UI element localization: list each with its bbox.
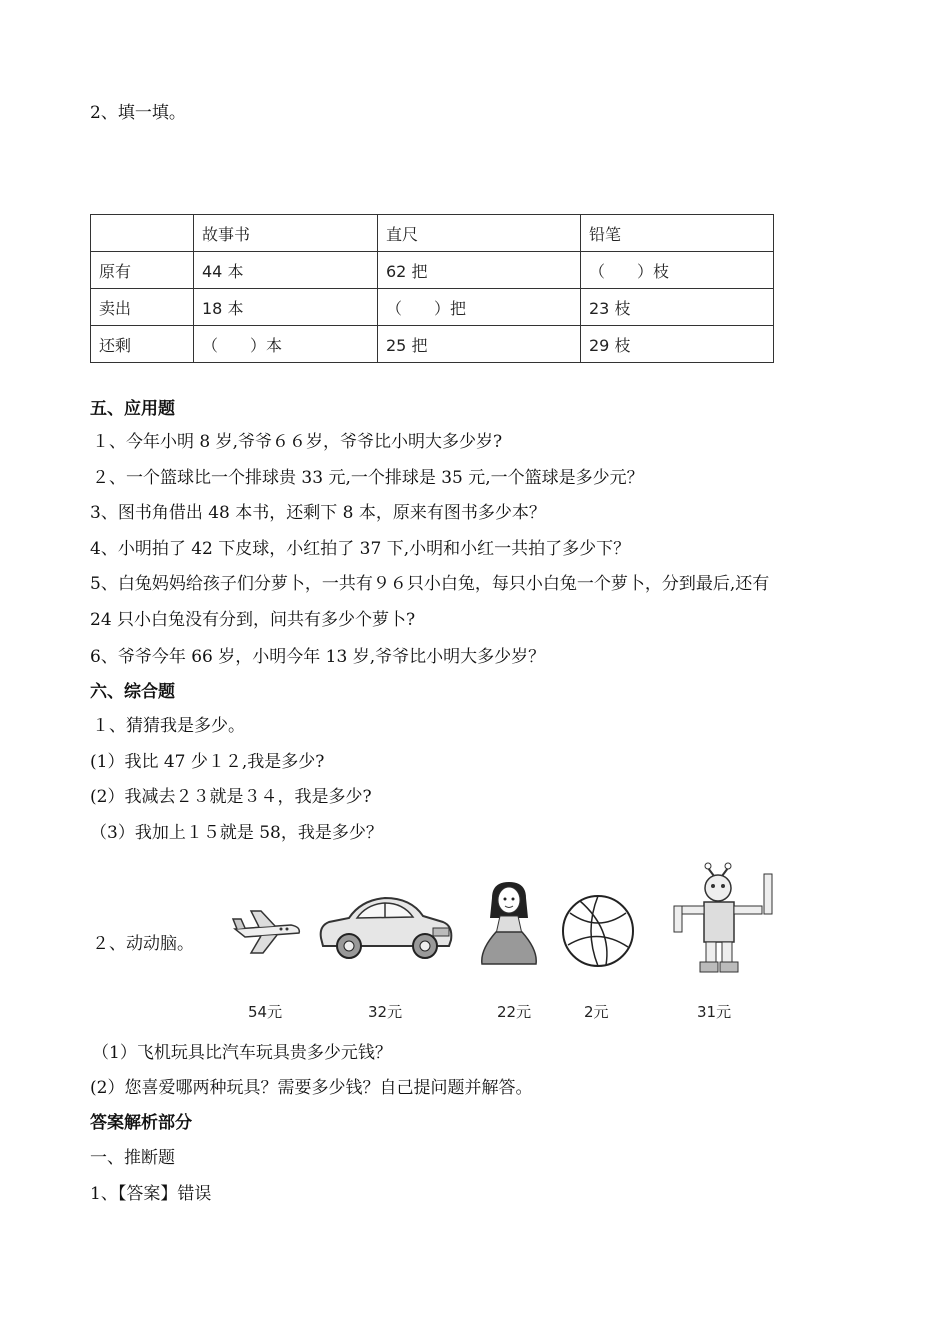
question-item: 3、图书角借出 48 本书，还剩下 8 本，原来有图书多少本？ [90,503,546,523]
table-cell: （ ）本 [194,326,378,363]
question-item: (2）您喜爱哪两种玩具？需要多少钱？自己提问题并解答。 [90,1078,533,1098]
table-cell: 62 把 [378,252,581,289]
doll-price: 22元 [497,1003,532,1021]
question-item: (1）我比 47 少１２,我是多少? [90,752,325,772]
table-cell: 25 把 [378,326,581,363]
question-item: １、猜猜我是多少。 [92,716,245,736]
table-cell: 故事书 [194,215,378,252]
table-row [91,326,774,363]
table-cell: 29 枝 [581,326,774,363]
plane-toy-image [231,905,303,957]
table-cell: 还剩 [91,326,194,363]
question-item: （1）飞机玩具比汽车玩具贵多少元钱？ [92,1043,392,1063]
table-cell: （ ）把 [378,289,581,326]
answers-heading: 答案解析部分 [90,1113,192,1133]
table-cell: 原有 [91,252,194,289]
table-row [91,252,774,289]
fill-in-heading: 2、填一填。 [90,103,186,123]
answer-item: 1、【答案】错误 [90,1184,212,1204]
answers-subheading: 一、推断题 [90,1148,175,1168]
table-cell: （ ）枝 [581,252,774,289]
table-cell: 44 本 [194,252,378,289]
table-cell: 18 本 [194,289,378,326]
question-item: 6、爷爷今年 66 岁，小明今年 13 岁,爷爷比小明大多少岁？ [90,647,546,667]
car-price: 32元 [368,1003,403,1021]
book-ruler-pencil-table [90,214,774,363]
section6-heading: 六、综合题 [90,682,175,702]
table-cell: 直尺 [378,215,581,252]
table-cell: 卖出 [91,289,194,326]
question-item: 5、白兔妈妈给孩子们分萝卜，一共有９６只小白兔，每只小白兔一个萝卜，分到最后,还有 [90,574,770,594]
table-header-row [91,215,774,252]
ball-price: 2元 [584,1003,609,1021]
plane-price: 54元 [248,1003,283,1021]
robot-price: 31元 [697,1003,732,1021]
question-item: (2）我减去２３就是３４，我是多少? [90,787,372,807]
question-item: １、今年小明 8 岁,爷爷６６岁，爷爷比小明大多少岁? [92,432,503,452]
table-cell: 23 枝 [581,289,774,326]
question-item: 4、小明拍了 42 下皮球，小红拍了 37 下,小明和小红一共拍了多少下？ [90,539,631,559]
table-row [91,289,774,326]
car-toy-image [315,890,455,962]
robot-toy-image [664,858,782,976]
question-item: 24 只小白兔没有分到，问共有多少个萝卜? [90,610,416,630]
section5-heading: 五、应用题 [90,399,175,419]
doll-toy-image [474,878,544,968]
basketball-toy-image [560,893,636,969]
question-item: ２、一个篮球比一个排球贵 33 元,一个排球是 35 元,一个篮球是多少元？ [92,468,644,488]
table-cell [91,215,194,252]
question-item: （3）我加上１５就是 58，我是多少？ [90,823,383,843]
toys-label: ２、动动脑。 [92,934,194,954]
table-cell: 铅笔 [581,215,774,252]
